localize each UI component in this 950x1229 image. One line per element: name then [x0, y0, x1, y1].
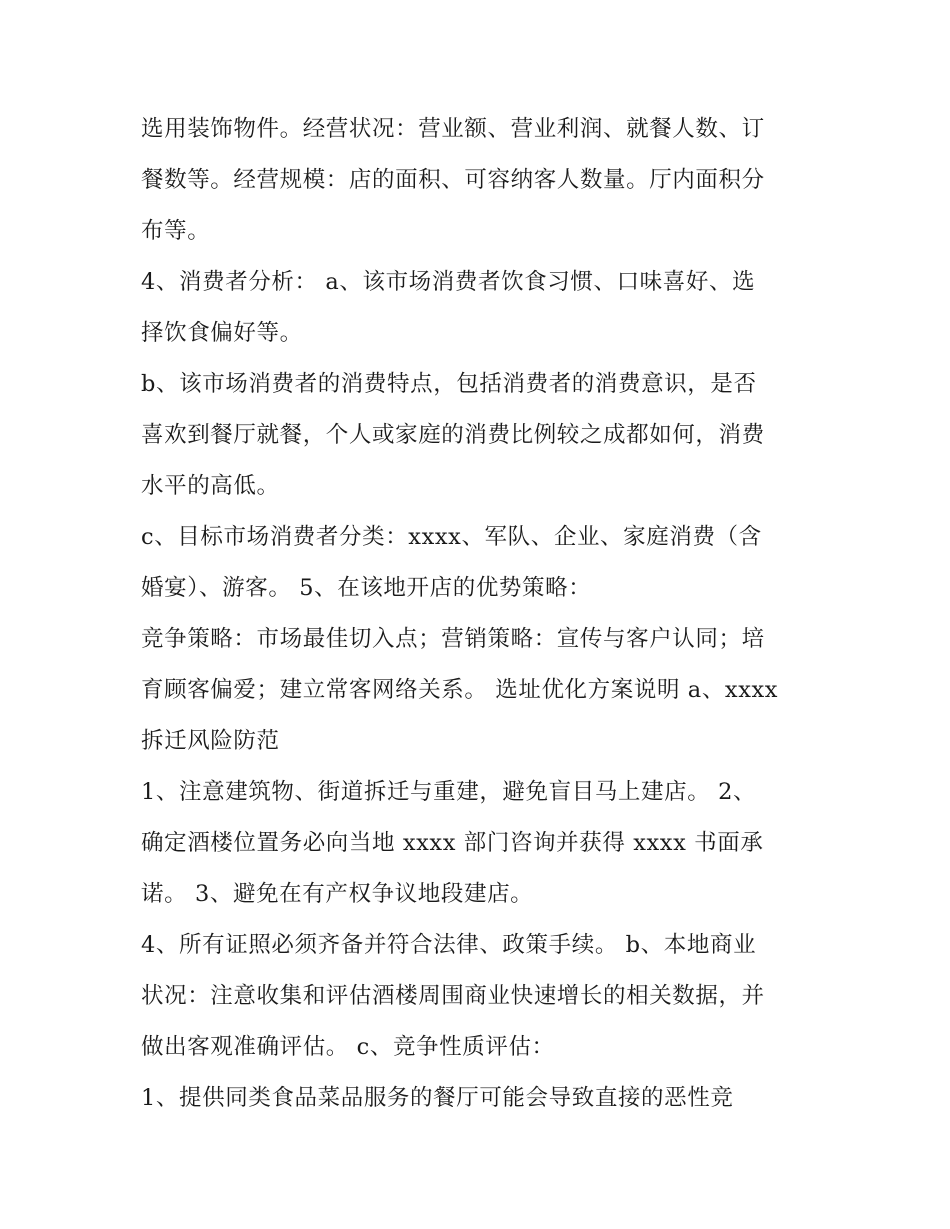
text-line: 餐数等。经营规模：店的面积、可容纳客人数量。厅内面积分: [141, 167, 765, 193]
text-line: 确定酒楼位置务必向当地 xxxx 部门咨询并获得 xxxx 书面承: [141, 830, 764, 856]
text-line: 育顾客偏爱；建立常客网络关系。 选址优化方案说明 a、xxxx: [141, 677, 779, 703]
text-line: 状况：注意收集和评估酒楼周围商业快速增长的相关数据，并: [141, 983, 765, 1009]
text-line: c、目标市场消费者分类：xxxx、军队、企业、家庭消费（含: [141, 524, 762, 550]
text-line: 选用装饰物件。经营状况：营业额、营业利润、就餐人数、订: [141, 116, 765, 142]
text-line: 诺。 3、避免在有产权争议地段建店。: [141, 881, 534, 907]
text-line: 喜欢到餐厅就餐，个人或家庭的消费比例较之成都如何，消费: [141, 422, 765, 448]
text-line: b、该市场消费者的消费特点，包括消费者的消费意识，是否: [141, 371, 757, 397]
text-line: 布等。: [141, 218, 211, 244]
text-line: 择饮食偏好等。: [141, 320, 303, 346]
text-line: 1、提供同类食品菜品服务的餐厅可能会导致直接的恶性竞: [141, 1085, 734, 1111]
document-body: [141, 104, 821, 1124]
text-line: 4、所有证照必须齐备并符合法律、政策手续。 b、本地商业: [141, 932, 757, 958]
text-line: 拆迁风险防范: [141, 728, 280, 754]
text-line: 做出客观准确评估。 c、竞争性质评估：: [141, 1034, 555, 1060]
text-line: 1、注意建筑物、街道拆迁与重建，避免盲目马上建店。 2、: [141, 779, 757, 805]
text-line: 水平的高低。: [141, 473, 280, 499]
text-line: 竞争策略：市场最佳切入点；营销策略：宣传与客户认同；培: [141, 626, 765, 652]
text-line: 4、消费者分析： a、该市场消费者饮食习惯、口味喜好、选: [141, 269, 756, 295]
text-line: 婚宴）、游客。 5、在该地开店的优势策略：: [141, 575, 592, 601]
